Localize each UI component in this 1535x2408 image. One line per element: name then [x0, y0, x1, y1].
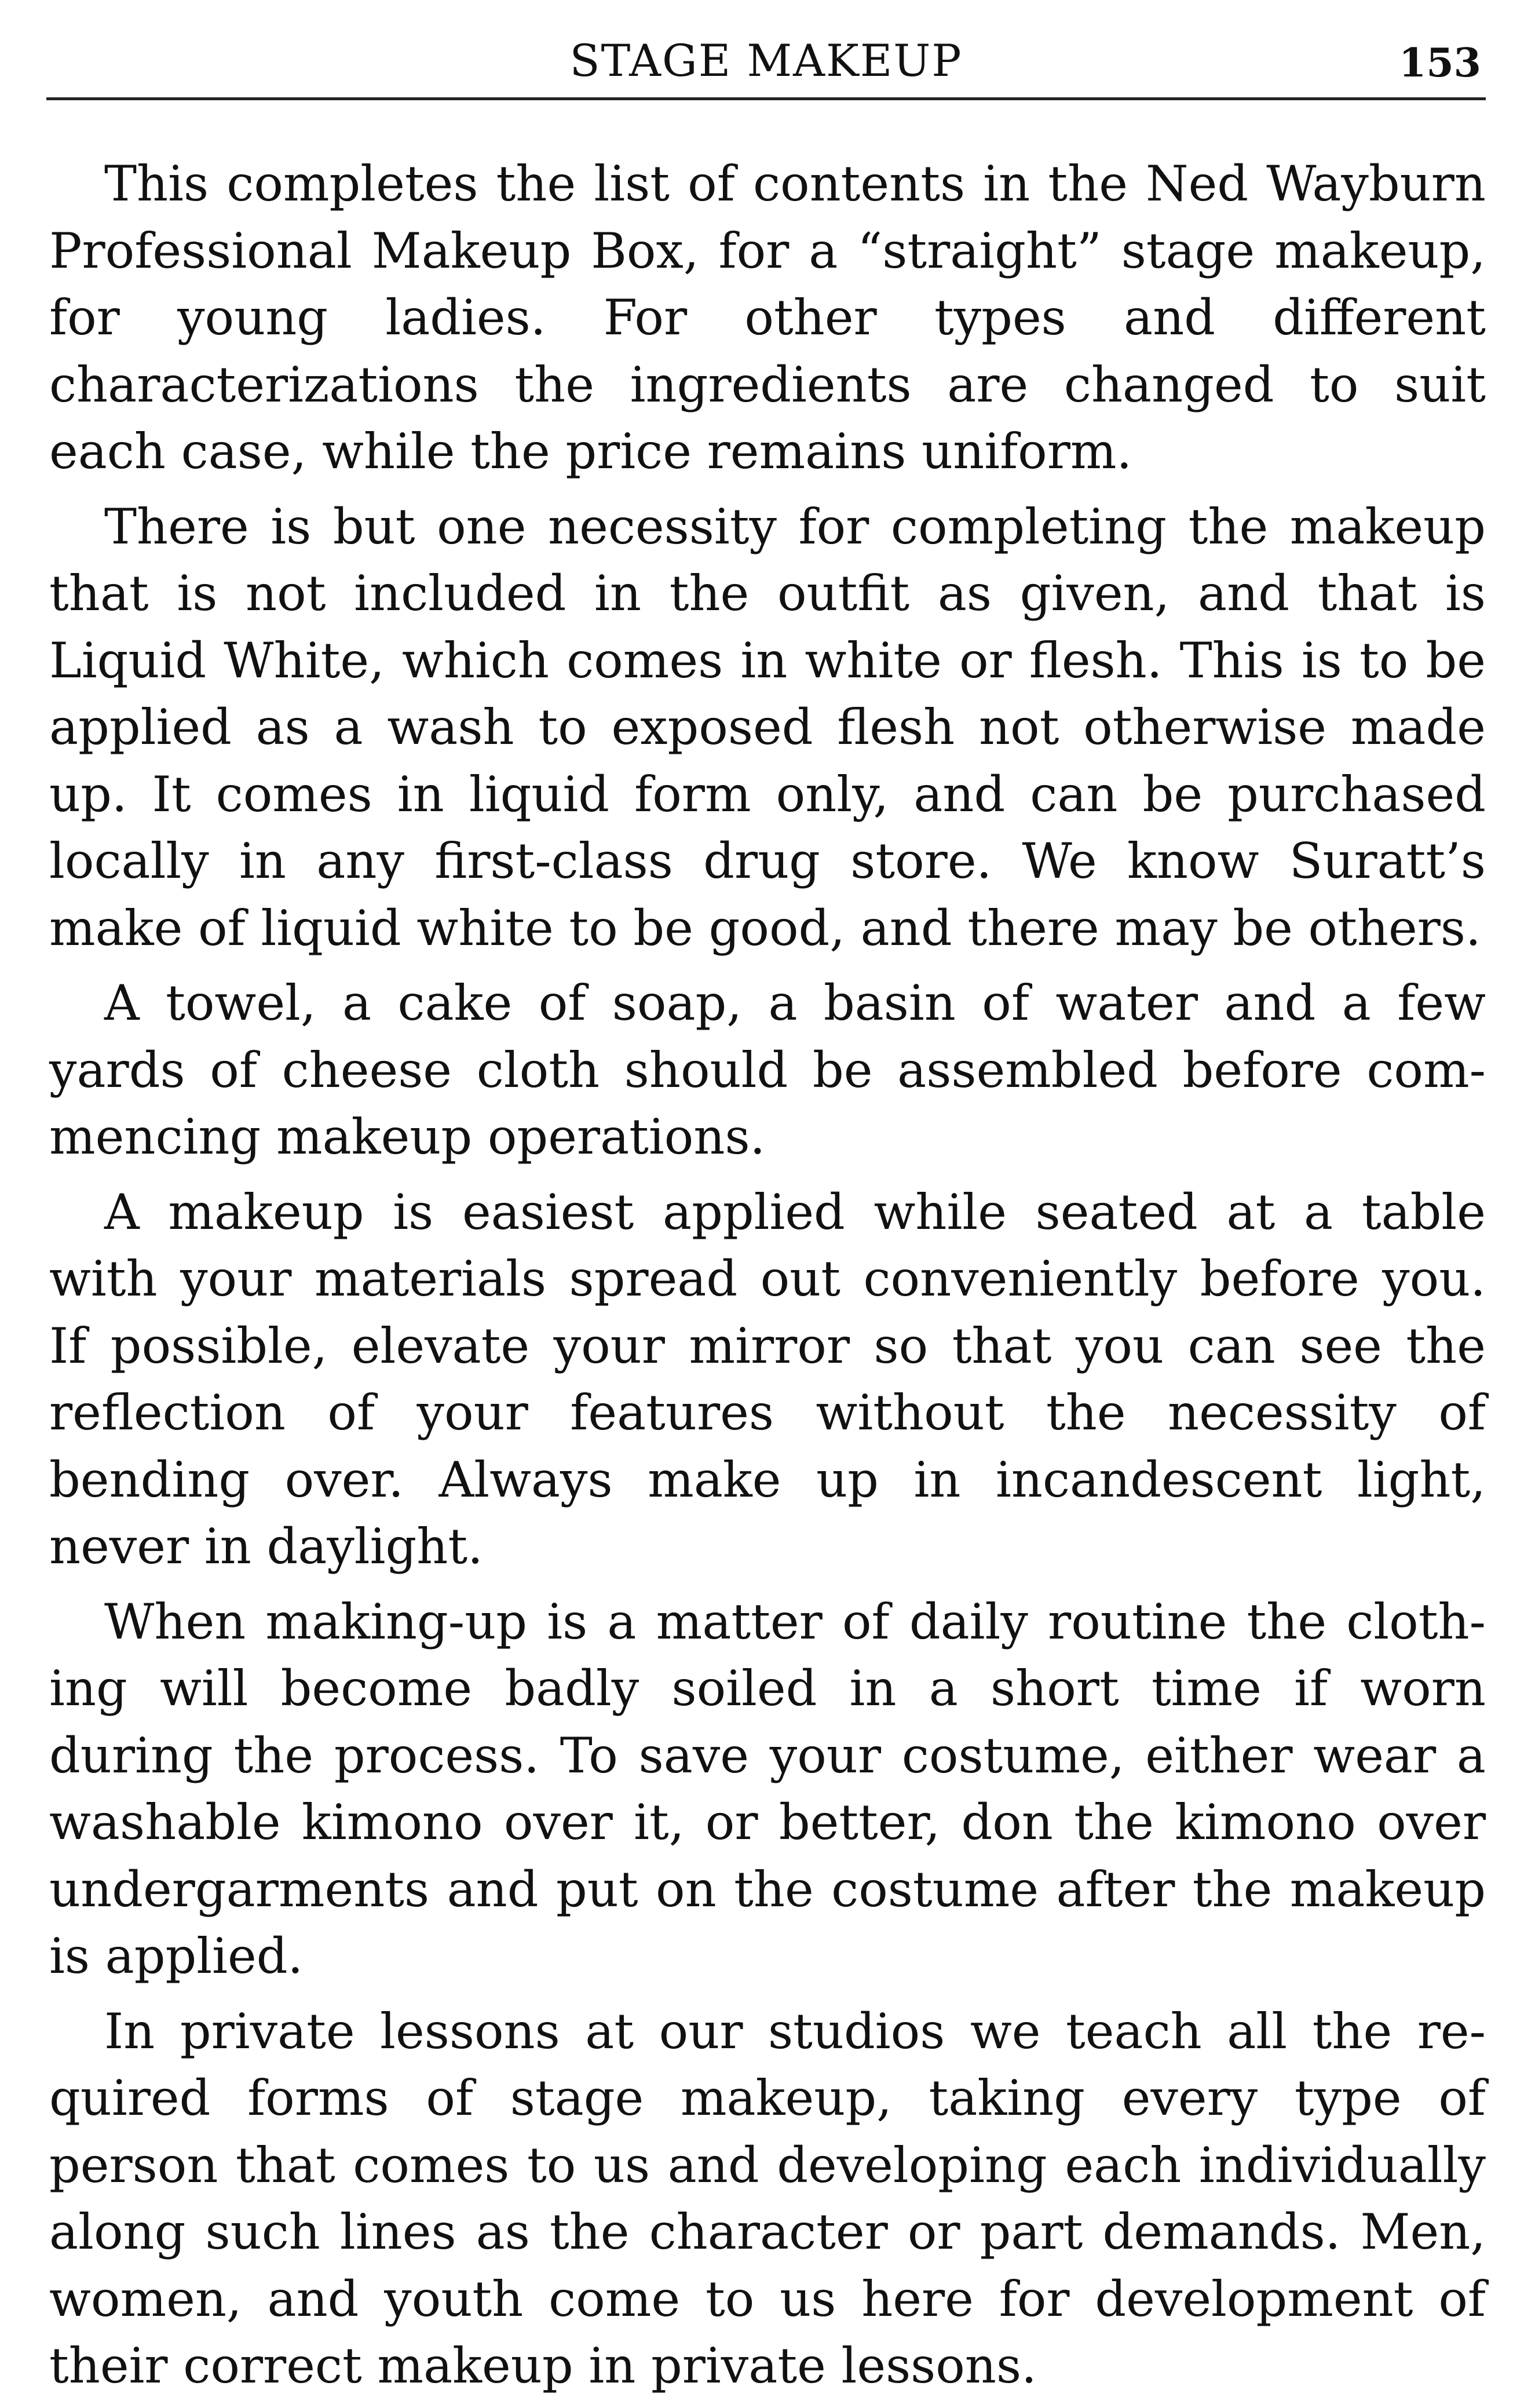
header-rule [46, 97, 1486, 100]
body-text [49, 151, 1486, 2408]
paragraph: When making-up is a matter of daily routine the clothing will become badly soiled in a short time if worn during the process. To save your costume, either wear a washable kimono over it, or better, don the kimono over undergarments and put on the costume after the makeup is applied. [49, 1593, 1486, 1984]
running-head [46, 26, 1486, 90]
paragraph: A towel, a cake of soap, a basin of water and a few yards of cheese cloth should be assembled before commencing makeup operations. [49, 975, 1486, 1165]
page-number: 153 [1399, 40, 1481, 86]
paragraph: In private lessons at our studios we teach all the required forms of stage makeup, taking every type of person that comes to us and developing each individually along such lines as the character or part demands. Men, women, and youth come to us here for development of their correct makeup in private lessons. [49, 2002, 1486, 2394]
running-title: STAGE MAKEUP [569, 35, 963, 86]
paragraph: There is but one necessity for completing the makeup that is not included in the outfit as given, and that is Liquid White, which comes in white or flesh. This is to be applied as a wash to exposed flesh not otherwise made up. It comes in liquid form only, and can be purchased locally in any first-class drug store. We know Suratt’s make of liquid white to be good, and there may be others. [49, 498, 1486, 957]
paragraph: A makeup is easiest applied while seated at a table with your materials spread out conveniently before you. If possible, elevate your mirror so that you can see the reflection of your features without the necessity of bending over. Always make up in incandescent light, never in daylight. [49, 1183, 1486, 1575]
paragraph: This completes the list of contents in the Ned Wayburn Professional Makeup Box, for a “straight” stage makeup, for young ladies. For other types and different characterizations the ingredients are changed to suit each case, while the price remains uniform. [49, 155, 1486, 480]
